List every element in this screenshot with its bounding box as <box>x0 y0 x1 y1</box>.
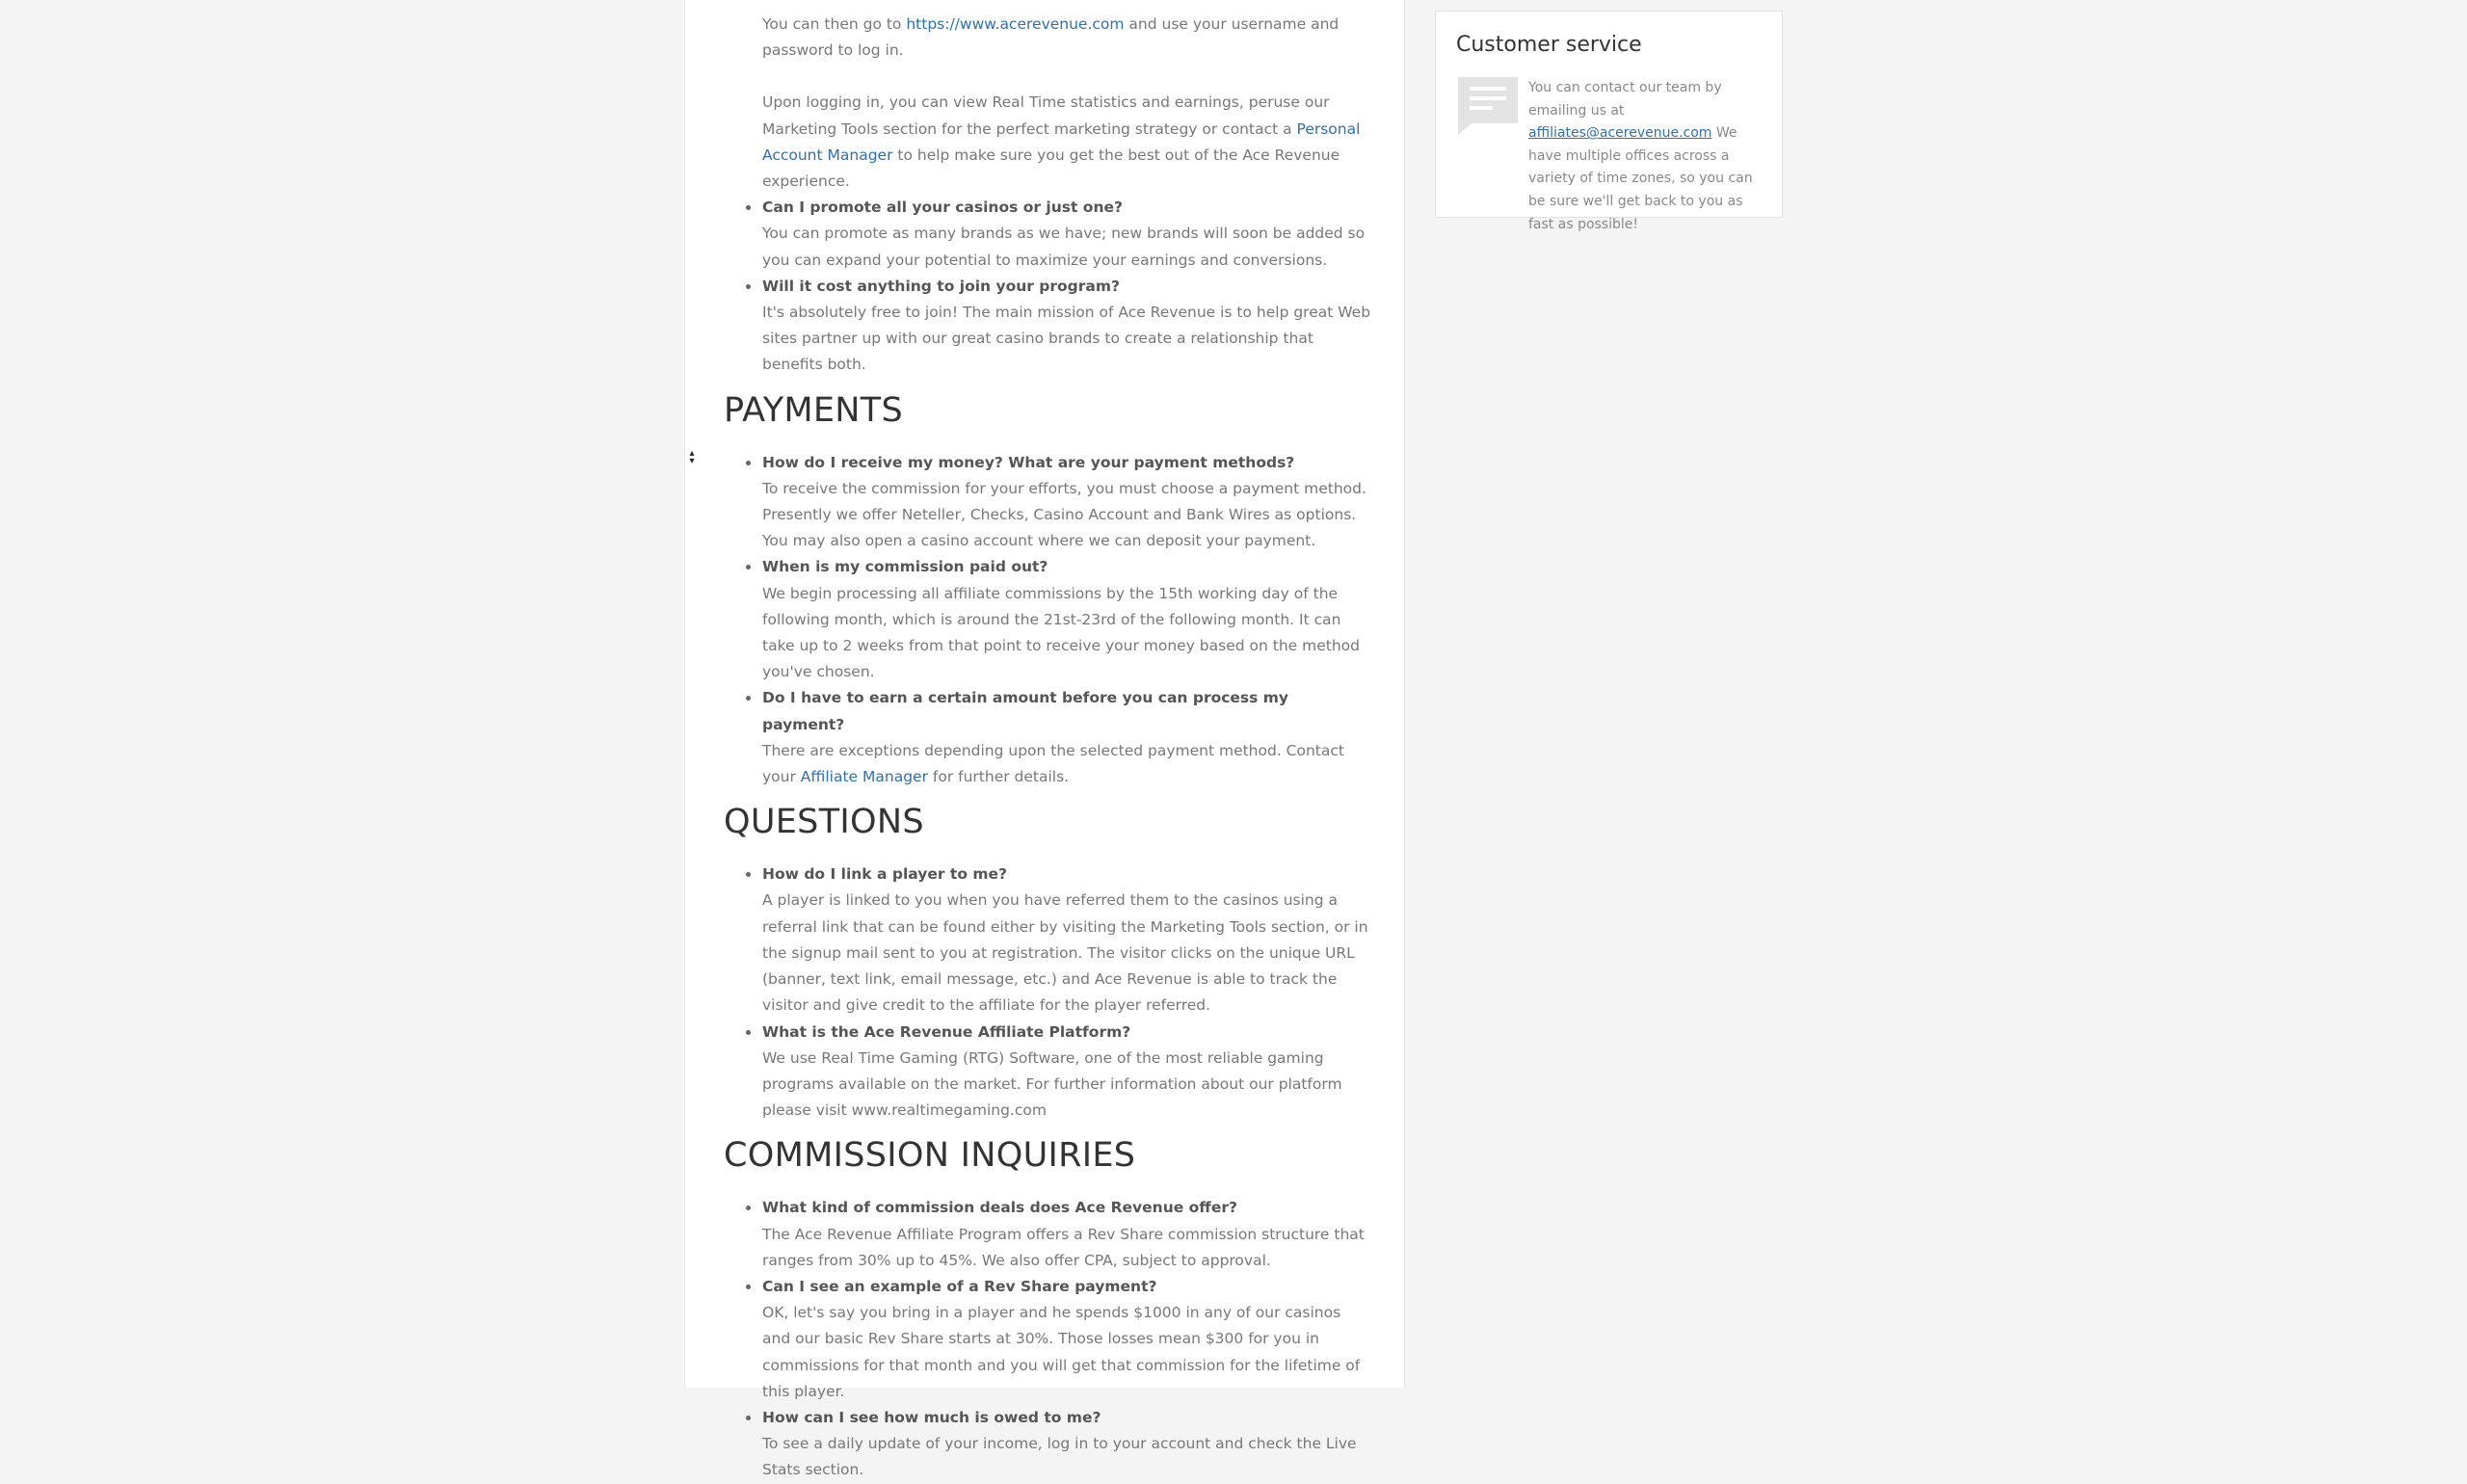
faq-content <box>724 12 1371 1484</box>
affiliate-manager-link[interactable]: Affiliate Manager <box>800 768 928 786</box>
faq-question: What kind of commission deals does Ace Revenue offer? <box>762 1199 1237 1217</box>
login-intro <box>724 12 1371 195</box>
faq-answer: We begin processing all affiliate commissions by the 15th working day of the following month, which is around the 21st-23rd of the following month. It can take up to 2 weeks from that point to receive your money based on the method you've chosen. <box>762 584 1360 681</box>
faq-question: Can I see an example of a Rev Share payment? <box>762 1277 1157 1295</box>
main-content-panel <box>684 0 1405 1479</box>
faq-answer: The Ace Revenue Affiliate Program offers a Rev Share commission structure that ranges from 30% up to 45%. We also offer CPA, subject to approval. <box>762 1225 1365 1269</box>
faq-answer: To receive the commission for your efforts, you must choose a payment method. Presently we offer Neteller, Checks, Casino Account and Bank Wires as options. You may also open a casino account where we can deposit your payment. <box>762 479 1366 550</box>
intro-paragraph-2 <box>724 90 1371 195</box>
faq-answer: To see a daily update of your income, log in to your account and check the Live Stats section. <box>762 1435 1357 1479</box>
faq-question: What is the Ace Revenue Affiliate Platform? <box>762 1022 1131 1041</box>
faq-item <box>762 554 1371 685</box>
faq-question: How can I see how much is owed to me? <box>762 1408 1101 1426</box>
faq-answer <box>762 738 1371 790</box>
service-text: You can contact our team by emailing us at <box>1528 80 1722 119</box>
intro-paragraph-1 <box>724 12 1371 64</box>
chat-bubble-icon <box>1456 75 1520 135</box>
payments-heading: PAYMENTS <box>724 390 903 430</box>
intro-text: You can then go to <box>762 15 907 33</box>
faq-answer: We use Real Time Gaming (RTG) Software, one of the most reliable gaming programs available on the market. For further information about our platform please visit www.realtimegaming.com <box>762 1048 1342 1120</box>
questions-faq-list <box>724 861 1371 1124</box>
faq-answer: It's absolutely free to join! The main mission of Ace Revenue is to help great Web sites partner up with our great casino brands to create a relationship that benefits both. <box>762 304 1371 374</box>
faq-question: How do I link a player to me? <box>762 865 1008 884</box>
resize-handle-icon[interactable]: ▴ ▾ <box>689 448 695 466</box>
faq-item <box>762 1195 1371 1274</box>
faq-question: Do I have to earn a certain amount before you can process my payment? <box>762 689 1289 733</box>
commission-faq-list <box>724 1195 1371 1483</box>
general-faq-list <box>724 195 1371 378</box>
faq-question: When is my commission paid out? <box>762 558 1048 576</box>
faq-item <box>762 861 1371 1019</box>
service-text: We have multiple offices across a variety of time zones, so you can be sure we'll get back to you as fast as possible! <box>1528 125 1753 232</box>
intro-text: to help make sure you get the best out of the Ace Revenue experience. <box>762 146 1340 191</box>
personal-account-manager-link[interactable]: Personal Account Manager <box>762 119 1361 164</box>
intro-text: Upon logging in, you can view Real Time statistics and earnings, peruse our Marketing Tools section for the perfect marketing strategy or contact a <box>762 93 1330 138</box>
faq-answer: A player is linked to you when you have referred them to the casinos using a referral link that can be found either by visiting the Marketing Tools section, or in the signup mail sent to you at registration. The visitor clicks on the unique URL (banner, text link, email message, etc.) and Ace Revenue is able to track the visitor and give credit to the affiliate for the player referred. <box>762 891 1368 1015</box>
faq-answer: You can promote as many brands as we have; new brands will soon be added so you can expand your potential to maximize your earnings and conversions. <box>762 225 1366 269</box>
payments-faq-list <box>724 450 1371 791</box>
acerevenue-url-link[interactable]: https://www.acerevenue.com <box>906 15 1125 33</box>
faq-item <box>762 1274 1371 1405</box>
faq-item <box>762 195 1371 274</box>
faq-item <box>762 1405 1371 1484</box>
faq-item <box>762 1020 1371 1125</box>
questions-heading: QUESTIONS <box>724 803 924 842</box>
faq-item <box>762 685 1371 790</box>
affiliates-email-link[interactable]: affiliates@acerevenue.com <box>1528 125 1712 142</box>
commission-inquiries-heading: COMMISSION INQUIRIES <box>724 1136 1136 1176</box>
answer-text: There are exceptions depending upon the selected payment method. Contact your <box>762 741 1344 786</box>
faq-item <box>762 450 1371 555</box>
faq-question: Will it cost anything to join your program? <box>762 277 1121 295</box>
customer-service-text <box>1528 77 1769 236</box>
faq-item <box>762 274 1371 379</box>
customer-service-title: Customer service <box>1456 33 1642 57</box>
intro-text: and use your username and password to log in. <box>762 15 1340 60</box>
answer-text: for further details. <box>927 768 1070 786</box>
faq-question: How do I receive my money? What are your payment methods? <box>762 453 1295 471</box>
faq-question: Can I promote all your casinos or just one? <box>762 199 1123 217</box>
customer-service-widget <box>1435 11 1783 232</box>
faq-answer: OK, let's say you bring in a player and he spends $1000 in any of our casinos and our basic Rev Share starts at 30%. Those losses mean $300 for you in commissions for that month and you will get that commission for the lifetime of this player. <box>762 1304 1361 1400</box>
